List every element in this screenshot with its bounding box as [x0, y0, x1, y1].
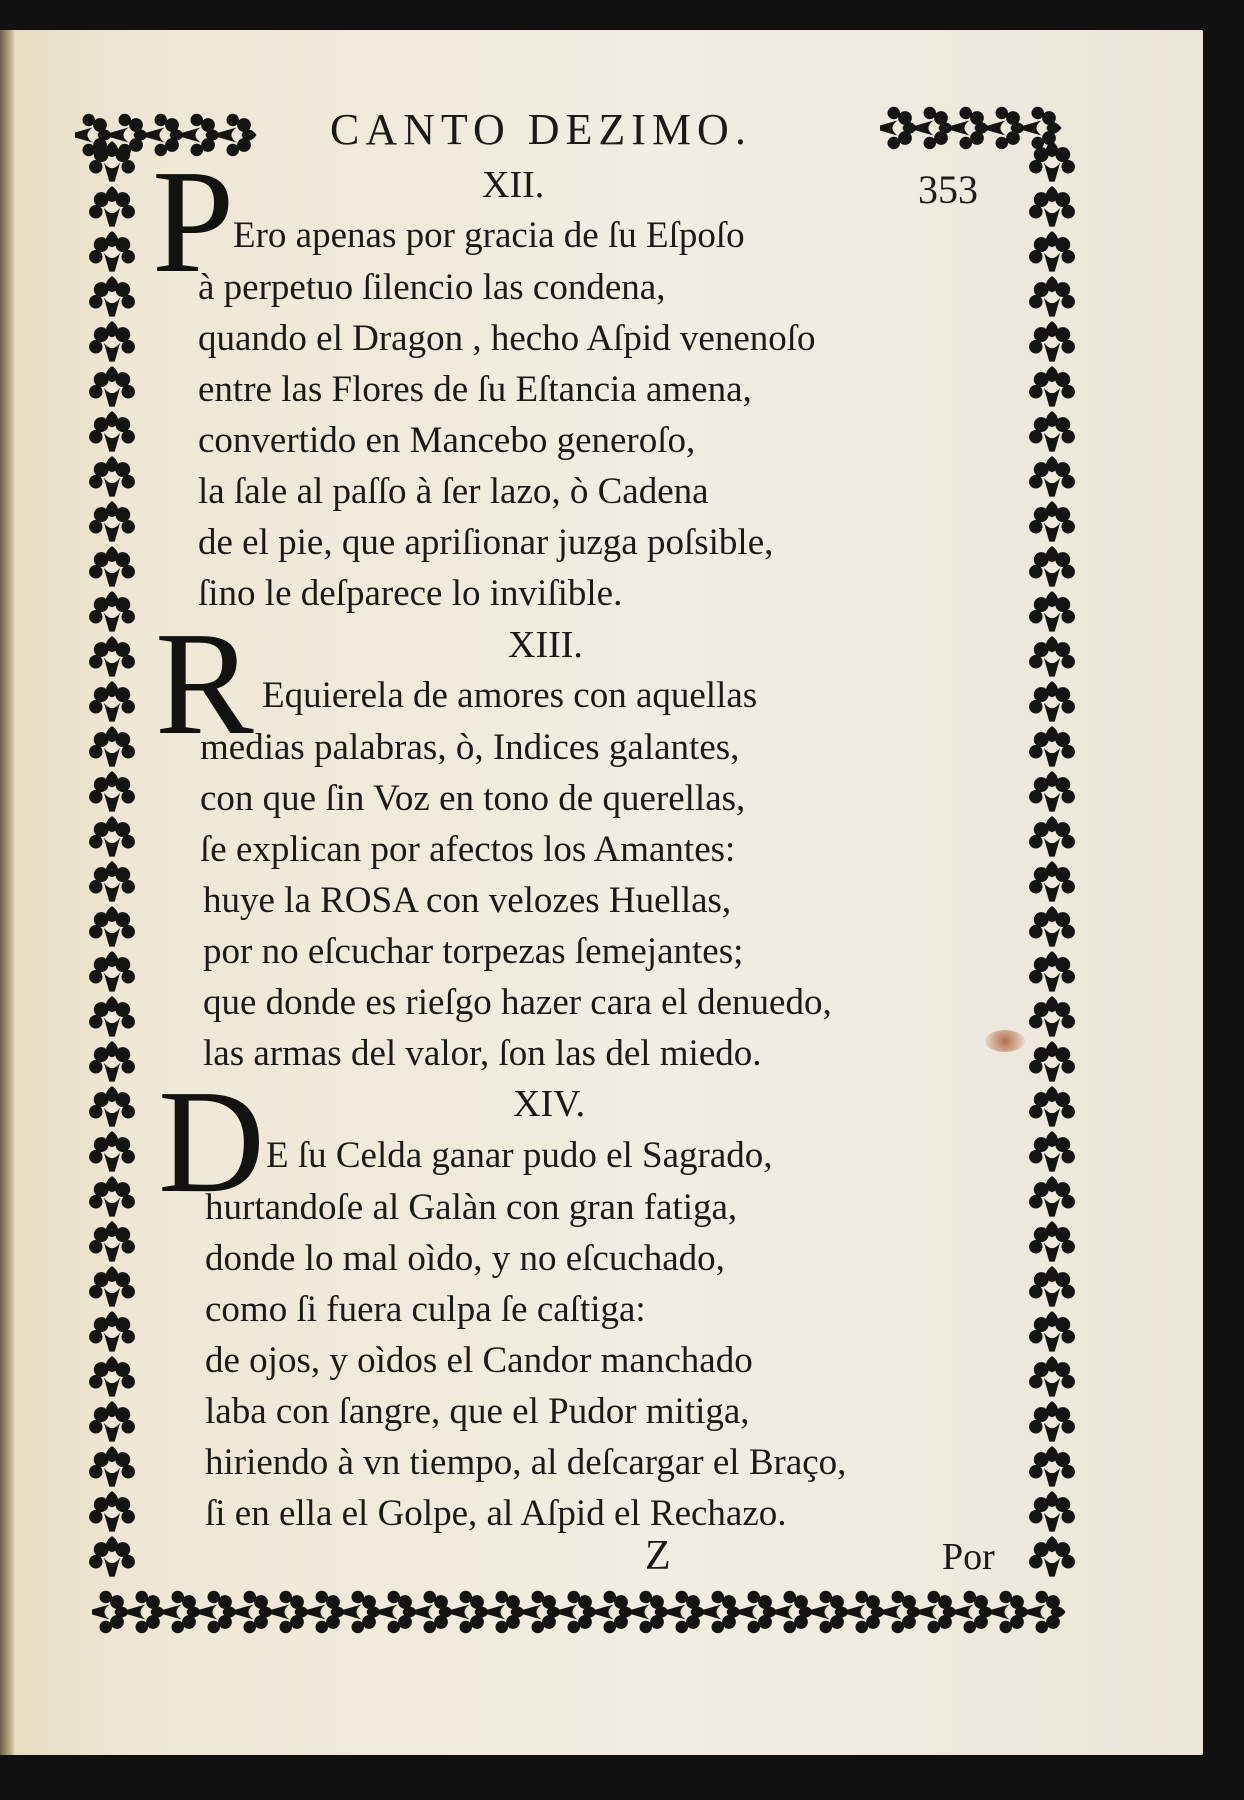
page-number: 353 [918, 167, 978, 212]
fleuron-ornament [1029, 456, 1075, 497]
fleuron-ornament [89, 411, 135, 452]
fleuron-ornament [1029, 726, 1075, 767]
verse-line: convertido en Mancebo generoſo, [198, 420, 696, 461]
fleuron-ornament [1029, 906, 1075, 947]
stanza-number: XII. [482, 164, 545, 206]
fleuron-ornament [380, 1591, 418, 1634]
verse-line: entre las Flores de ſu Eſtancia amena, [198, 369, 752, 410]
fleuron-ornament [1029, 1086, 1075, 1127]
verse-line: huye la ROSA con velozes Huellas, [203, 880, 732, 921]
verse-line: Equierela de amores con aquellas [262, 675, 758, 716]
verse-line: como ſi fuera culpa ſe caſtiga: [205, 1289, 646, 1330]
fleuron-ornament [1029, 1356, 1075, 1397]
fleuron-ornament [89, 636, 135, 677]
fleuron-ornament [524, 1591, 562, 1634]
fleuron-ornament [848, 1591, 886, 1634]
fleuron-ornament [1028, 1591, 1066, 1634]
drop-capital: P [152, 140, 235, 304]
verse-line: por no eſcuchar torpezas ſemejantes; [203, 931, 744, 972]
fleuron-ornament [89, 276, 135, 317]
fleuron-ornament [1029, 1311, 1075, 1352]
fleuron-ornament [128, 1591, 166, 1634]
fleuron-ornament [89, 1356, 135, 1397]
fleuron-ornament [704, 1591, 742, 1634]
fleuron-ornament [92, 1591, 130, 1634]
fleuron-ornament [488, 1591, 526, 1634]
fleuron-ornament [1029, 321, 1075, 362]
fleuron-ornament [1029, 366, 1075, 407]
fleuron-ornament [920, 1591, 958, 1634]
fleuron-ornament [89, 186, 135, 227]
fleuron-ornament [236, 1591, 274, 1634]
verse-line: ſino le deſparece lo inviſible. [198, 573, 623, 614]
fleuron-ornament [1029, 1491, 1075, 1532]
fleuron-ornament [740, 1591, 778, 1634]
signature-mark: Z [645, 1533, 671, 1579]
fleuron-ornament [89, 1086, 135, 1127]
verse-line: ſi en ella el Golpe, al Aſpid el Rechazo. [205, 1493, 787, 1534]
fleuron-ornament [1029, 1041, 1075, 1082]
fleuron-ornament [89, 1401, 135, 1442]
fleuron-ornament [1029, 231, 1075, 272]
fleuron-ornament [1029, 1401, 1075, 1442]
verse-line: que donde es rieſgo hazer cara el denuedo, [203, 982, 832, 1023]
fleuron-ornament [164, 1591, 202, 1634]
fleuron-ornament [988, 107, 1026, 150]
fleuron-ornament [1029, 1176, 1075, 1217]
fleuron-ornament [668, 1591, 706, 1634]
verse-line: donde lo mal oìdo, y no eſcuchado, [205, 1238, 725, 1279]
drop-capital: D [158, 1060, 265, 1224]
fleuron-ornament [272, 1591, 310, 1634]
fleuron-ornament [916, 107, 954, 150]
fleuron-ornament [89, 996, 135, 1037]
verse-line: E ſu Celda ganar pudo el Sagrado, [266, 1135, 773, 1176]
fleuron-ornament [1029, 1446, 1075, 1487]
fleuron-ornament [89, 726, 135, 767]
fleuron-ornament [1029, 546, 1075, 587]
fleuron-ornament [1029, 636, 1075, 677]
fleuron-ornament [89, 1221, 135, 1262]
verse-line: de ojos, y oìdos el Candor manchado [205, 1340, 753, 1381]
fleuron-ornament [89, 591, 135, 632]
fleuron-ornament [89, 906, 135, 947]
fleuron-ornament [992, 1591, 1030, 1634]
fleuron-ornament [308, 1591, 346, 1634]
fleuron-ornament [89, 456, 135, 497]
fleuron-ornament [89, 681, 135, 722]
catchword: Por [942, 1536, 995, 1578]
fleuron-ornament [89, 1176, 135, 1217]
verse-line: ſe explican por afectos los Amantes: [200, 829, 736, 870]
fleuron-ornament [1029, 681, 1075, 722]
verse-line: hurtandoſe al Galàn con gran fatiga, [205, 1187, 738, 1228]
fleuron-ornament [89, 366, 135, 407]
verse-line: Ero apenas por gracia de ſu Eſpoſo [233, 215, 745, 256]
fleuron-ornament [1029, 276, 1075, 317]
fleuron-ornament [89, 1266, 135, 1307]
running-head: CANTO DEZIMO. [330, 105, 752, 154]
fleuron-ornament [452, 1591, 490, 1634]
fleuron-ornament [1029, 591, 1075, 632]
fleuron-ornament [89, 231, 135, 272]
verse-line: de el pie, que apriſionar juzga poſsible, [198, 522, 774, 563]
fleuron-ornament [89, 951, 135, 992]
fleuron-ornament [632, 1591, 670, 1634]
fleuron-ornament [1029, 1536, 1075, 1577]
fleuron-ornament [344, 1591, 382, 1634]
fleuron-ornament [89, 501, 135, 541]
fleuron-ornament [89, 546, 135, 587]
fleuron-ornament [89, 1041, 135, 1082]
verse-line: laba con ſangre, que el Pudor mitiga, [205, 1391, 750, 1432]
fleuron-ornament [1029, 1221, 1075, 1262]
fleuron-ornament [596, 1591, 634, 1634]
verse-line: la ſale al paſſo à ſer lazo, ò Cadena [198, 471, 709, 512]
verse-line: hiriendo à vn tiempo, al deſcargar el Braço, [205, 1442, 847, 1483]
stanza-number: XIII. [508, 624, 583, 666]
fleuron-ornament [1029, 996, 1075, 1037]
verse-line: con que ſin Voz en tono de querellas, [200, 778, 746, 819]
fleuron-ornament [200, 1591, 238, 1634]
fleuron-ornament [880, 107, 918, 150]
fleuron-ornament [89, 1491, 135, 1532]
drop-capital: R [155, 602, 254, 766]
fleuron-ornament [1029, 1266, 1075, 1307]
fleuron-ornament [89, 321, 135, 362]
fleuron-ornament [1029, 501, 1075, 541]
fleuron-ornament [1029, 771, 1075, 812]
verse-line: à perpetuo ſilencio las condena, [198, 267, 666, 308]
stanza-number: XIV. [513, 1083, 586, 1125]
fleuron-ornament [89, 1311, 135, 1352]
verse-line: medias palabras, ò, Indices galantes, [200, 727, 740, 768]
fleuron-ornament [89, 1131, 135, 1172]
fleuron-ornament [956, 1591, 994, 1634]
fleuron-ornament [776, 1591, 814, 1634]
fleuron-ornament [952, 107, 990, 150]
fleuron-ornament [89, 1446, 135, 1487]
fleuron-ornament [89, 861, 135, 902]
fleuron-ornament [1029, 411, 1075, 452]
fleuron-ornament [89, 816, 135, 857]
fleuron-ornament [1029, 1131, 1075, 1172]
fleuron-ornament [812, 1591, 850, 1634]
fleuron-ornament [89, 771, 135, 812]
fleuron-ornament [1029, 816, 1075, 857]
fleuron-ornament [1029, 861, 1075, 902]
fleuron-ornament [560, 1591, 598, 1634]
fleuron-ornament [416, 1591, 454, 1634]
fleuron-ornament [89, 1536, 135, 1577]
fleuron-ornament [1029, 186, 1075, 227]
verse-line: las armas del valor, ſon las del miedo. [203, 1033, 762, 1074]
fleuron-ornament [1024, 107, 1062, 150]
fleuron-ornament [884, 1591, 922, 1634]
fleuron-ornament [1029, 951, 1075, 992]
verse-line: quando el Dragon , hecho Aſpid venenoſo [198, 318, 816, 359]
